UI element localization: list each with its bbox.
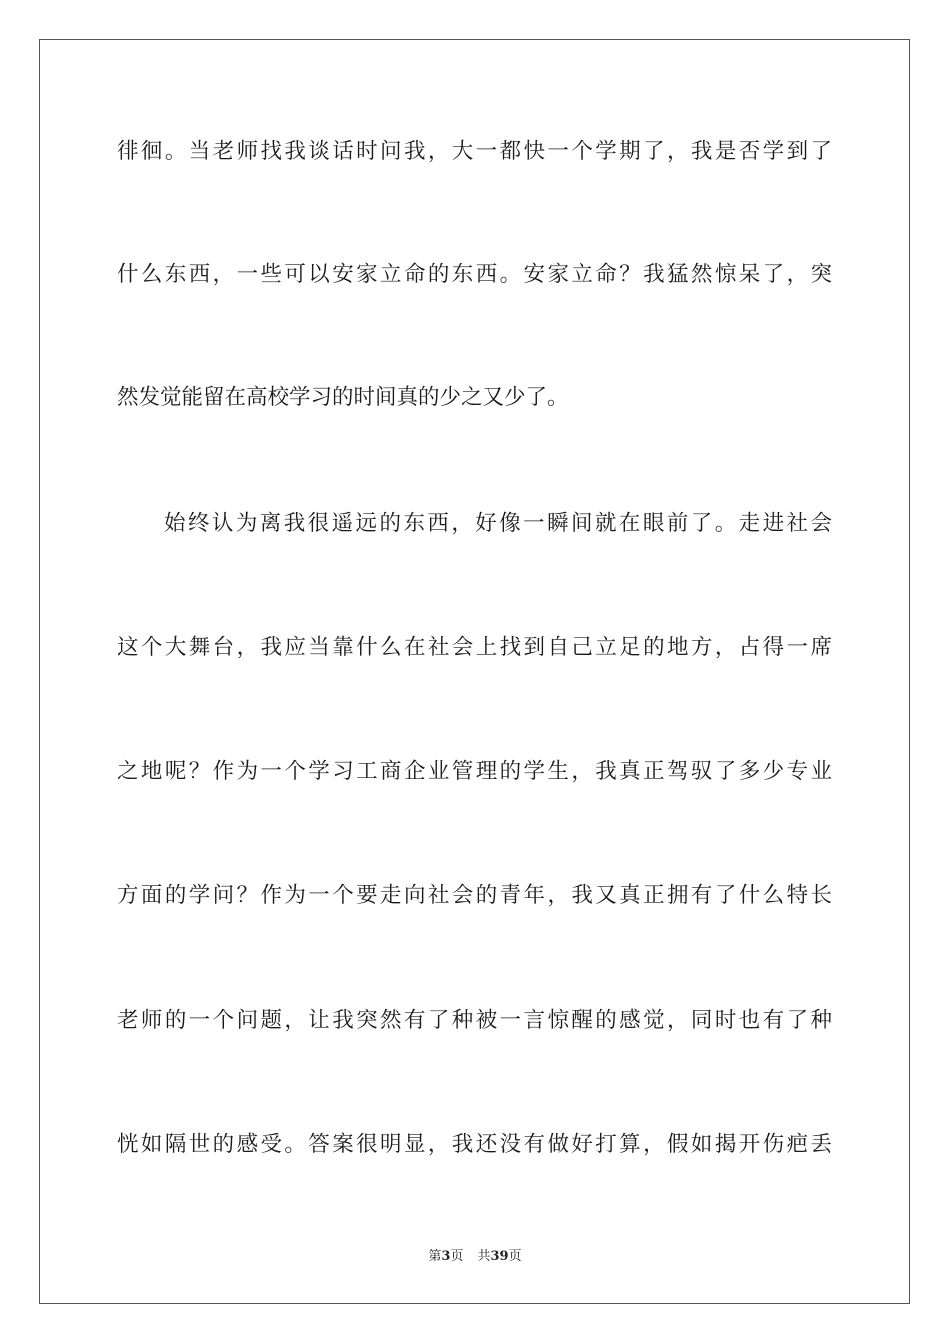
- body-line-3: 然发觉能留在高校学习的时间真的少之又少了。: [117, 385, 569, 410]
- footer-page-suffix: 页: [450, 1249, 464, 1264]
- body-line-2: 什么东西，一些可以安家立命的东西。安家立命？我猛然惊呆了，突: [117, 262, 832, 287]
- footer-total-prefix: 共: [477, 1249, 491, 1264]
- body-line-5: 这个大舞台，我应当靠什么在社会上找到自己立足的地方，占得一席: [117, 635, 832, 660]
- body-line-4: 始终认为离我很遥远的东西，好像一瞬间就在眼前了。走进社会: [164, 511, 832, 536]
- body-line-9: 恍如隔世的感受。答案很明显，我还没有做好打算，假如揭开伤疤丢: [117, 1132, 832, 1157]
- body-line-8: 老师的一个问题，让我突然有了种被一言惊醒的感觉，同时也有了种: [117, 1008, 832, 1033]
- body-line-1: 徘徊。当老师找我谈话时问我，大一都快一个学期了，我是否学到了: [117, 139, 832, 164]
- body-line-6: 之地呢？作为一个学习工商企业管理的学生，我真正驾驭了多少专业: [117, 759, 832, 784]
- footer-page-number: 3: [441, 1249, 451, 1264]
- footer-page-prefix: 第: [428, 1249, 442, 1264]
- footer-total-number: 39: [490, 1249, 509, 1264]
- page-footer: [0, 1248, 950, 1266]
- footer-total-suffix: 页: [508, 1249, 522, 1264]
- page-border: [39, 39, 910, 1304]
- body-line-7: 方面的学问？作为一个要走向社会的青年，我又真正拥有了什么特长: [117, 883, 832, 908]
